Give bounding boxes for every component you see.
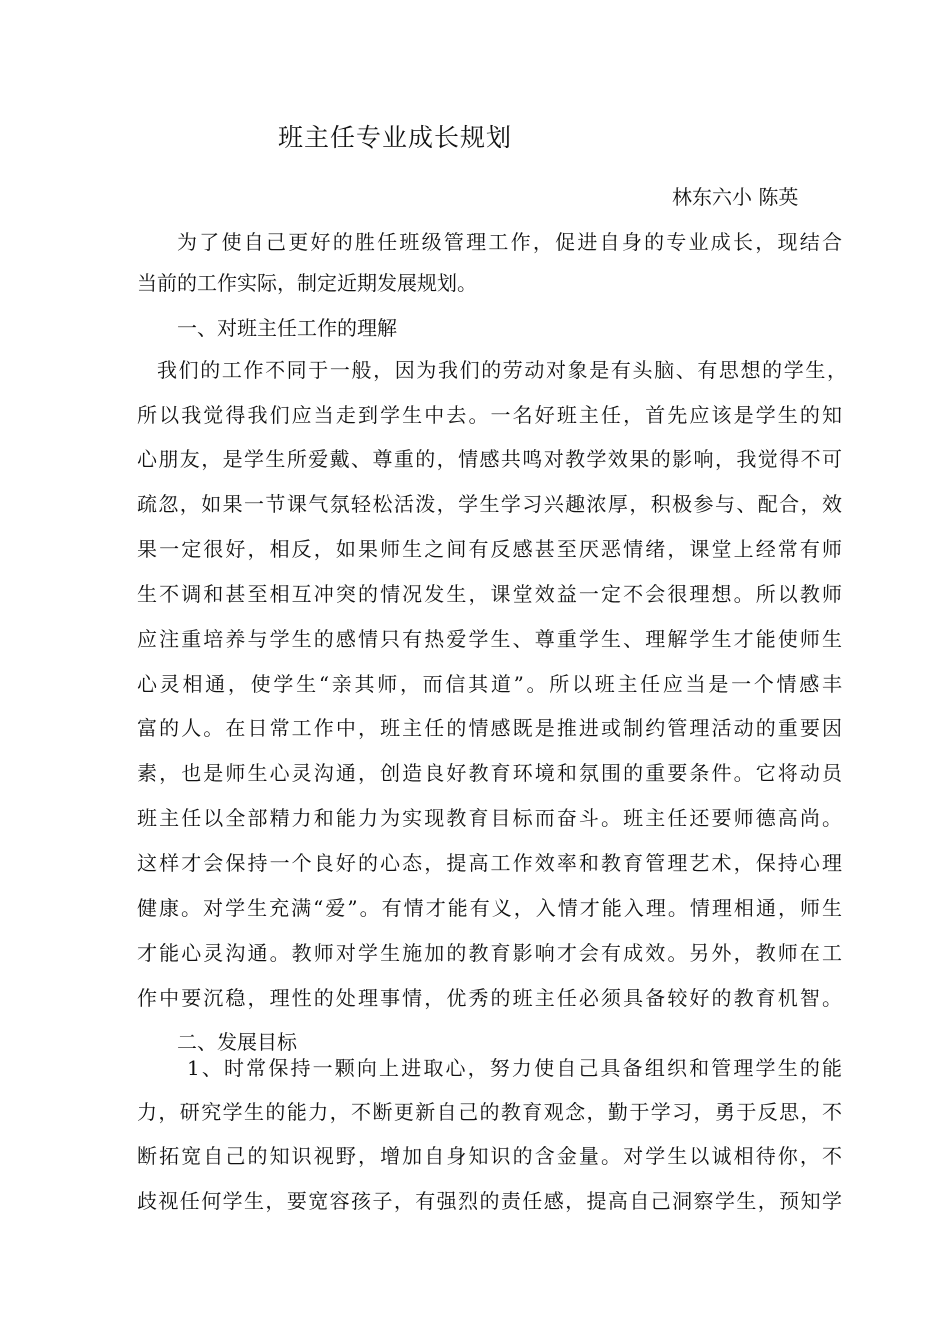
goal-line: 力，研究学生的能力，不断更新自己的教育观念，勤于学习，勇于反思，不 bbox=[137, 1100, 842, 1124]
paragraph-line: 健康。对学生充满“爱”。有情才能有义，入情才能入理。情理相通，师生 bbox=[137, 896, 842, 920]
paragraph-line: 疏忽，如果一节课气氛轻松活泼，学生学习兴趣浓厚，积极参与、配合，效 bbox=[137, 492, 842, 516]
document-title: 班主任专业成长规划 bbox=[278, 123, 513, 152]
paragraph-line: 才能心灵沟通。教师对学生施加的教育影响才会有成效。另外，教师在工 bbox=[137, 941, 842, 965]
intro-line: 为了使自己更好的胜任班级管理工作，促进自身的专业成长，现结合 bbox=[177, 230, 842, 254]
paragraph-line: 作中要沉稳，理性的处理事情，优秀的班主任必须具备较好的教育机智。 bbox=[137, 986, 842, 1010]
author-line: 林东六小 陈英 bbox=[672, 185, 799, 209]
goal-line: 歧视任何学生，要宽容孩子，有强烈的责任感，提高自己洞察学生，预知学 bbox=[137, 1189, 842, 1213]
section-heading-goals: 二、发展目标 bbox=[177, 1030, 297, 1054]
paragraph-line: 生不调和甚至相互冲突的情况发生，课堂效益一定不会很理想。所以教师 bbox=[137, 582, 842, 606]
paragraph-line: 班主任以全部精力和能力为实现教育目标而奋斗。班主任还要师德高尚。 bbox=[137, 806, 842, 830]
intro-line: 当前的工作实际，制定近期发展规划。 bbox=[137, 271, 477, 295]
section-heading-understanding: 一、对班主任工作的理解 bbox=[177, 316, 397, 340]
paragraph-line: 我们的工作不同于一般，因为我们的劳动对象是有头脑、有思想的学生， bbox=[157, 358, 847, 382]
paragraph-line: 这样才会保持一个良好的心态，提高工作效率和教育管理艺术，保持心理 bbox=[137, 851, 842, 875]
paragraph-line: 富的人。在日常工作中，班主任的情感既是推进或制约管理活动的重要因 bbox=[137, 716, 842, 740]
paragraph-line: 果一定很好，相反，如果师生之间有反感甚至厌恶情绪，课堂上经常有师 bbox=[137, 537, 842, 561]
goal-line: 断拓宽自己的知识视野，增加自身知识的含金量。对学生以诚相待你，不 bbox=[137, 1144, 842, 1168]
paragraph-line: 素，也是师生心灵沟通，创造良好教育环境和氛围的重要条件。它将动员 bbox=[137, 761, 842, 785]
paragraph-line: 应注重培养与学生的感情只有热爱学生、尊重学生、理解学生才能使师生 bbox=[137, 627, 842, 651]
paragraph-line: 所以我觉得我们应当走到学生中去。一名好班主任，首先应该是学生的知 bbox=[137, 403, 842, 427]
goal-line: 1、时常保持一颗向上进取心，努力使自己具备组织和管理学生的能 bbox=[187, 1056, 842, 1080]
paragraph-line: 心朋友，是学生所爱戴、尊重的，情感共鸣对教学效果的影响，我觉得不可 bbox=[137, 447, 842, 471]
paragraph-line: 心灵相通，使学生“亲其师，而信其道”。所以班主任应当是一个情感丰 bbox=[137, 672, 842, 696]
